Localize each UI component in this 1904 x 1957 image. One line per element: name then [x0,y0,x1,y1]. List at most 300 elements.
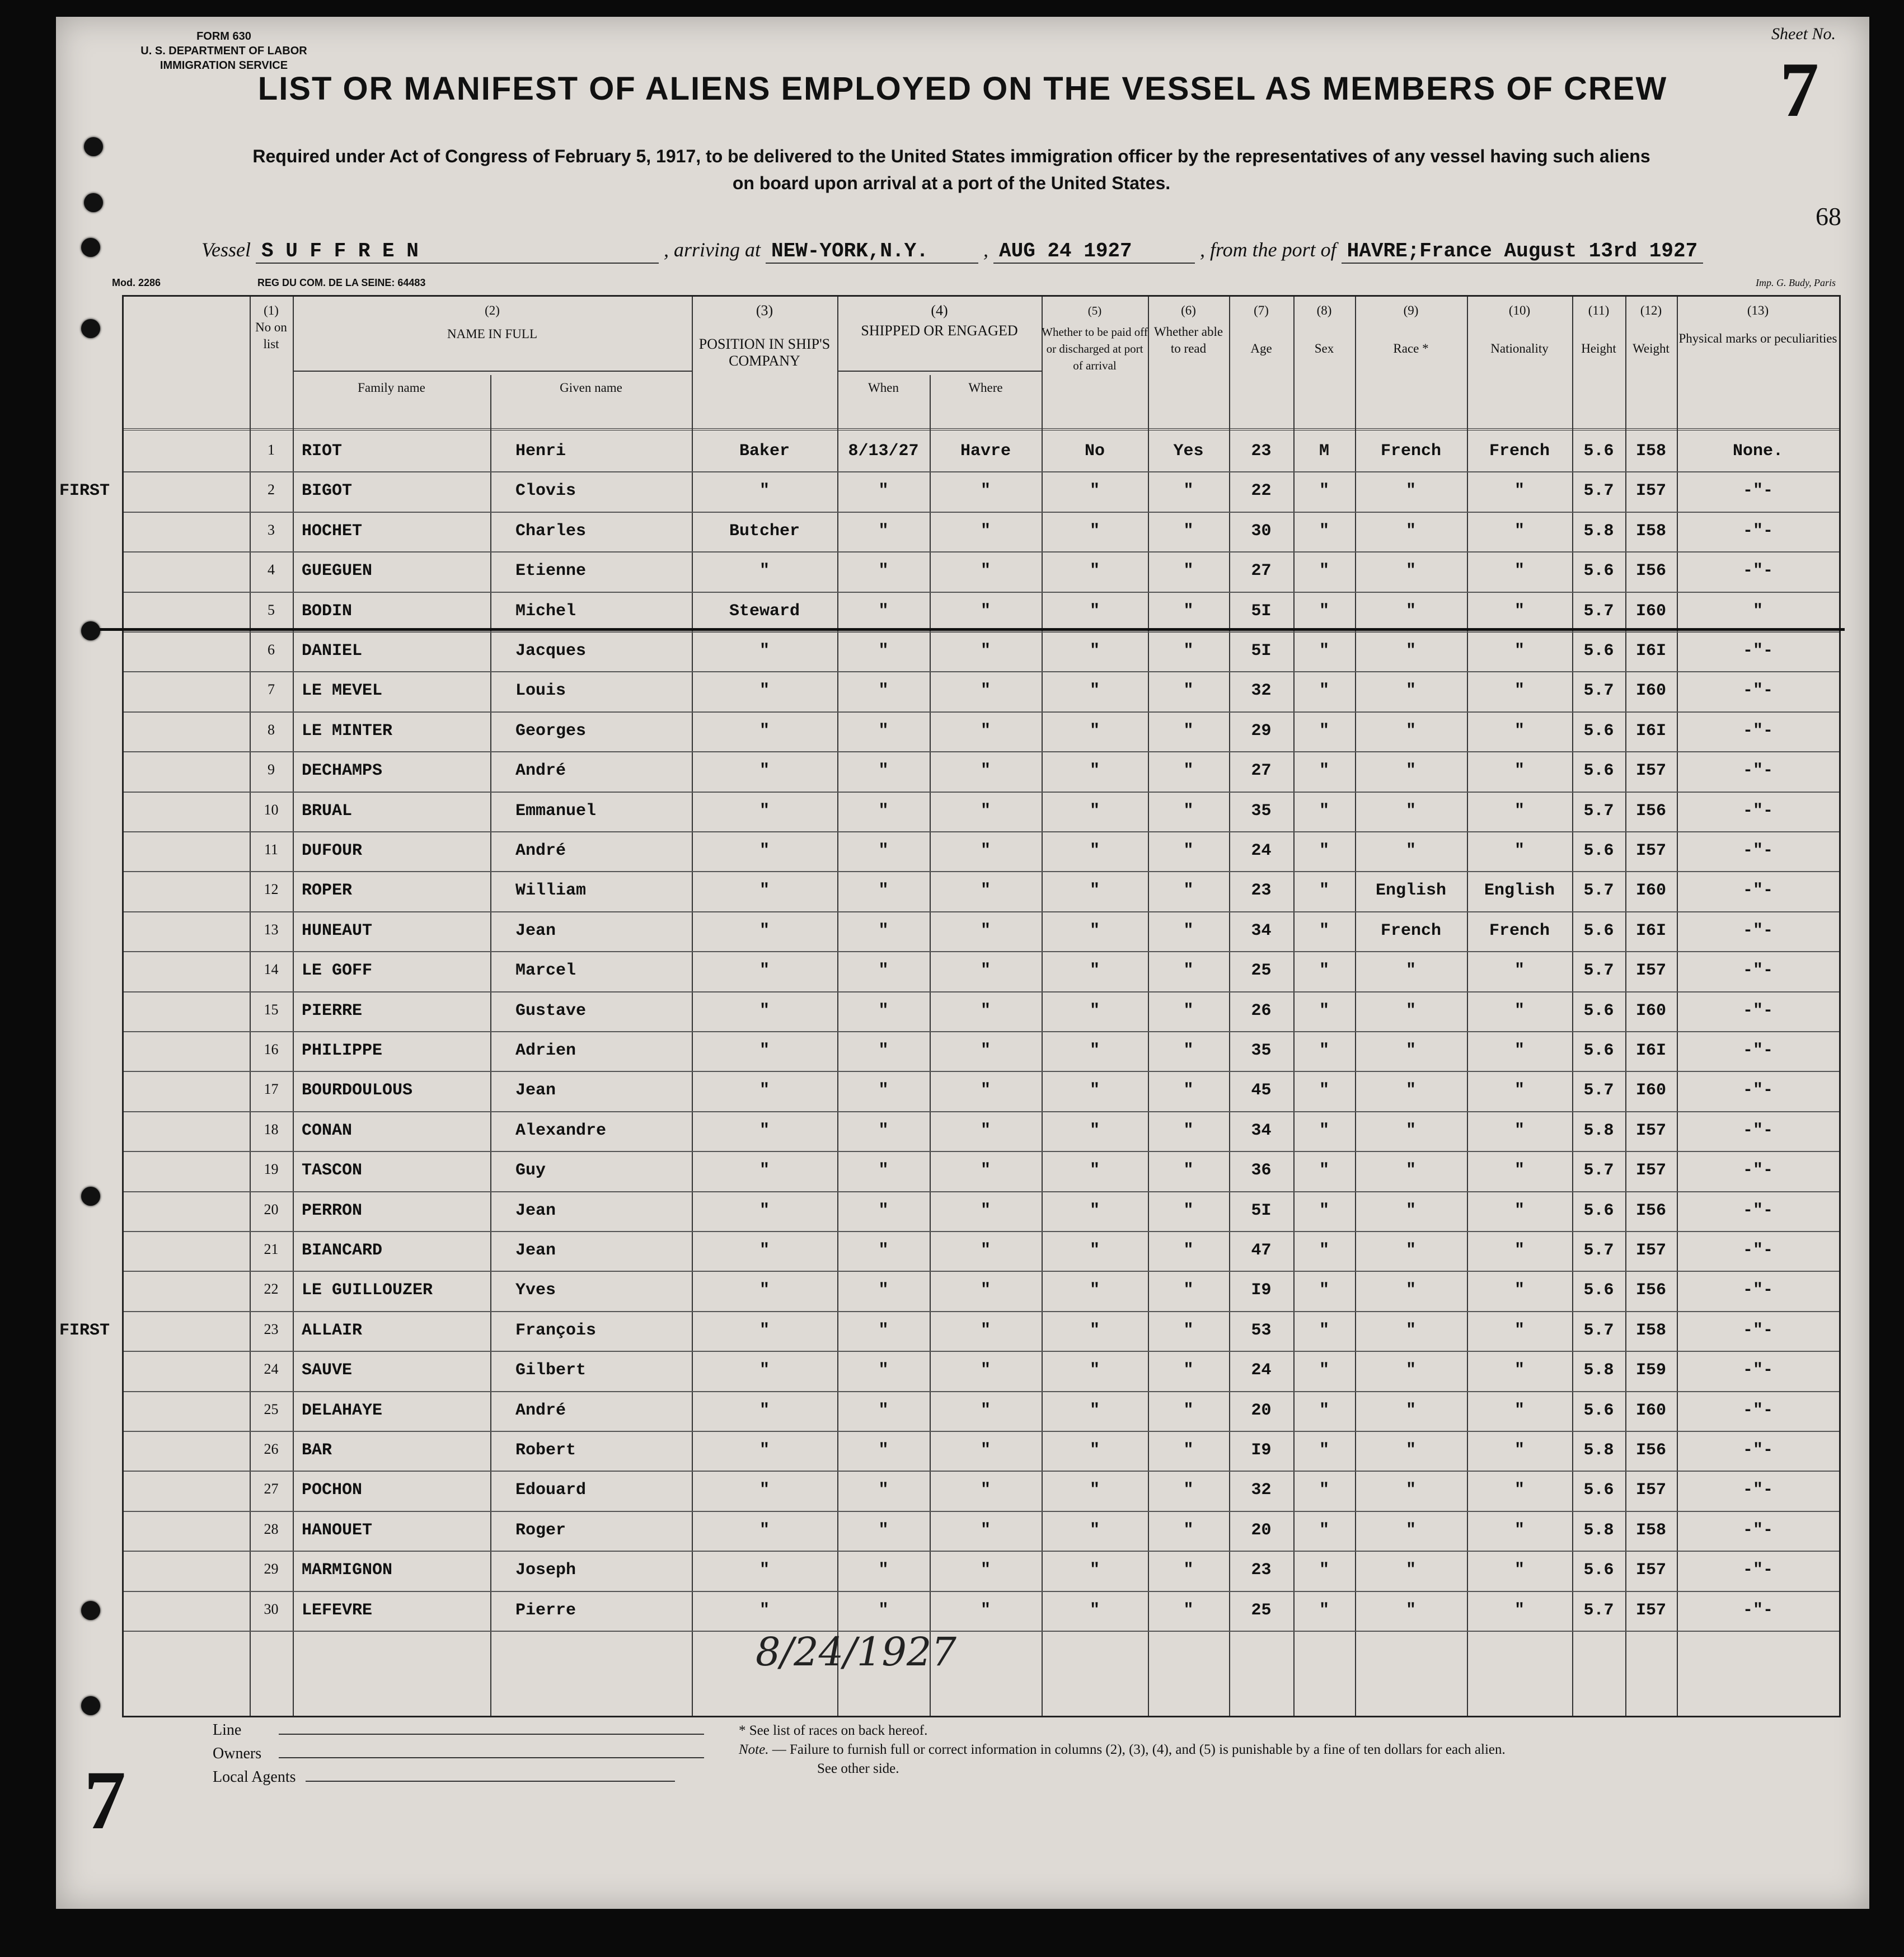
paid-off: " [1089,881,1100,901]
shipped-where: " [980,761,991,781]
able-to-read: " [1183,1121,1194,1140]
paid-off: " [1089,1161,1100,1181]
nationality: " [1514,1361,1525,1380]
row-number: 13 [264,921,279,938]
given-name: Jean [515,1081,556,1101]
weight: I60 [1635,601,1666,621]
age: 27 [1251,761,1272,781]
row-number: 10 [264,801,279,818]
given-name: Etienne [515,561,587,581]
age: 30 [1251,521,1272,541]
nationality: " [1514,1481,1525,1500]
physical-marks: -"- [1742,1401,1773,1420]
able-to-read: " [1183,801,1194,821]
family-name: LE GOFF [302,961,373,981]
nationality: " [1514,681,1525,701]
able-to-read: " [1183,921,1194,940]
see-other-side: See other side. [817,1761,899,1776]
weight: I57 [1635,481,1666,501]
position: " [759,801,770,821]
able-to-read: " [1183,1361,1194,1380]
sex: " [1319,561,1329,581]
given-name: François [515,1321,597,1340]
shipped-where: " [980,1001,991,1020]
page-subtitle [168,143,1735,196]
row-number: 26 [264,1441,279,1457]
weight: I60 [1635,1081,1666,1101]
position: " [759,841,770,860]
page-number: 68 [1816,202,1841,231]
arriving-port: NEW-YORK,N.Y. [766,240,978,264]
nationality: " [1514,601,1525,621]
position: " [759,642,770,661]
family-name: ALLAIR [302,1321,363,1340]
physical-marks: -"- [1742,1041,1773,1060]
nationality: " [1514,801,1525,821]
shipped-where: " [980,1600,991,1620]
family-name: ROPER [302,881,353,901]
given-name: Robert [515,1441,576,1460]
paid-off: " [1089,761,1100,781]
sheet-number: 7 [1780,46,1819,133]
sex: " [1319,1321,1329,1340]
race: " [1405,1241,1416,1260]
age: 25 [1251,1600,1272,1620]
paid-off: " [1089,601,1100,621]
given-name: Emmanuel [515,801,597,821]
family-name: BRUAL [302,801,353,821]
row-number: 16 [264,1041,279,1057]
height: 5.7 [1583,481,1614,501]
row-number: 1 [268,442,275,458]
row-number: 9 [268,761,275,778]
able-to-read: " [1183,841,1194,860]
race: " [1405,561,1416,581]
footer-fields [213,1721,704,1786]
weight: I57 [1635,1241,1666,1260]
weight: I60 [1635,681,1666,701]
height: 5.7 [1583,1161,1614,1181]
given-name: Jean [515,1201,556,1220]
row-number: 30 [264,1600,279,1617]
family-name: LE GUILLOUZER [302,1281,433,1300]
given-name: Charles [515,521,587,541]
shipped-when: " [878,921,889,940]
nationality: " [1514,1321,1525,1340]
race: " [1405,801,1416,821]
nationality: " [1514,1001,1525,1020]
given-name: Louis [515,681,566,701]
age: 29 [1251,721,1272,741]
shipped-where: " [980,1520,991,1540]
family-name: BODIN [302,601,353,621]
sex: " [1319,1041,1329,1060]
races-note: * See list of races on back hereof. [739,1723,928,1738]
row-number: 21 [264,1241,279,1257]
col-shipped-header: (4) SHIPPED OR ENGAGED [861,302,1018,339]
age: 5I [1251,601,1272,621]
shipped-when: " [878,1001,889,1020]
position: Steward [729,601,800,621]
nationality: French [1489,921,1550,940]
paid-off: " [1089,642,1100,661]
race: " [1405,841,1416,860]
age: 27 [1251,561,1272,581]
row-number: 19 [264,1161,279,1178]
paid-off: " [1089,521,1100,541]
race: " [1405,681,1416,701]
row-number: 7 [268,681,275,698]
able-to-read: " [1183,1041,1194,1060]
physical-marks: -"- [1742,841,1773,860]
physical-marks: -"- [1742,1481,1773,1500]
age: I9 [1251,1441,1272,1460]
paid-off: " [1089,1121,1100,1140]
able-to-read: " [1183,521,1194,541]
nationality: " [1514,721,1525,741]
sex: " [1319,721,1329,741]
sex: " [1319,1481,1329,1500]
position: " [759,1161,770,1181]
sheet-number-footer: 7 [84,1754,126,1847]
nationality: " [1514,481,1525,501]
position: " [759,961,770,981]
race: " [1405,1520,1416,1540]
age: 22 [1251,481,1272,501]
shipped-when: " [878,761,889,781]
arrival-date: AUG 24 1927 [993,240,1195,264]
sex: " [1319,1241,1329,1260]
row-number: 18 [264,1121,279,1137]
height: 5.6 [1583,1481,1614,1500]
given-name: Edouard [515,1481,587,1500]
sex: " [1319,801,1329,821]
shipped-where: " [980,1401,991,1420]
given-name: Georges [515,721,587,741]
age: 24 [1251,1361,1272,1380]
physical-marks: -"- [1742,681,1773,701]
sex: " [1319,1081,1329,1101]
age: 26 [1251,1001,1272,1020]
paid-off: " [1089,1520,1100,1540]
physical-marks: None. [1732,442,1783,461]
shipped-when: " [878,1321,889,1340]
col-marks-header: (13) Physical marks or peculiarities [1678,303,1837,345]
nationality: " [1514,521,1525,541]
given-name: Roger [515,1520,566,1540]
sex: " [1319,1001,1329,1020]
weight: I6I [1635,1041,1666,1060]
position: " [759,1600,770,1620]
paid-off: " [1089,721,1100,741]
weight: I57 [1635,1481,1666,1500]
row-number: 23 [264,1321,279,1337]
physical-marks: -"- [1742,961,1773,981]
nationality: " [1514,1401,1525,1420]
col-age-header: (7) Age [1250,303,1272,355]
row-number: 24 [264,1361,279,1378]
col-race-header: (9) Race * [1393,303,1429,355]
given-name: Henri [515,442,566,461]
race: " [1405,1161,1416,1181]
crew-table [59,295,1841,1717]
weight: I6I [1635,721,1666,741]
able-to-read: " [1183,1001,1194,1020]
height: 5.6 [1583,1001,1614,1020]
position: " [759,561,770,581]
physical-marks: -"- [1742,1161,1773,1181]
shipped-when: " [878,1401,889,1420]
height: 5.6 [1583,642,1614,661]
officer-signature: 8/24/1927 [756,1629,956,1675]
position: " [759,1081,770,1101]
shipped-where: " [980,1041,991,1060]
sex: " [1319,1401,1329,1420]
col-where-header: Where [968,381,1003,395]
row-number: 27 [264,1481,279,1497]
race: " [1405,1600,1416,1620]
race: " [1405,521,1416,541]
physical-marks: -"- [1742,642,1773,661]
able-to-read: " [1183,642,1194,661]
shipped-when: " [878,721,889,741]
weight: I56 [1635,1441,1666,1460]
shipped-when: " [878,881,889,901]
race: English [1375,881,1447,901]
height: 5.7 [1583,1600,1614,1620]
shipped-when: " [878,1121,889,1140]
row-number: 22 [264,1281,279,1298]
position: " [759,681,770,701]
paid-off: " [1089,681,1100,701]
age: 20 [1251,1520,1272,1540]
given-name: André [515,761,566,781]
shipped-where: " [980,921,991,940]
race: " [1405,1001,1416,1020]
sex: " [1319,642,1329,661]
row-number: 28 [264,1520,279,1537]
weight: I6I [1635,642,1666,661]
physical-marks: -"- [1742,1561,1773,1580]
shipped-where: " [980,1481,991,1500]
line-label: Line [213,1721,242,1739]
col-sex-header: (8) Sex [1314,303,1334,355]
height: 5.6 [1583,442,1614,461]
family-name: POCHON [302,1481,363,1500]
vessel-name: S U F F R E N [256,240,659,264]
paid-off: " [1089,1001,1100,1020]
shipped-when: " [878,561,889,581]
family-name: LE MEVEL [302,681,383,701]
col-paid-header: (5) Whether to be paid off or discharged at port of arrival [1042,304,1148,372]
col-family-header: Family name [358,381,425,395]
race: " [1405,1081,1416,1101]
family-name: PHILIPPE [302,1041,383,1060]
nationality: " [1514,1561,1525,1580]
height: 5.6 [1583,721,1614,741]
shipped-when: " [878,1600,889,1620]
physical-marks: -"- [1742,761,1773,781]
shipped-where: " [980,1441,991,1460]
row-number: 3 [268,521,275,538]
position: " [759,1361,770,1380]
shipped-where: " [980,561,991,581]
paid-off: " [1089,1600,1100,1620]
nationality: " [1514,961,1525,981]
weight: I58 [1635,1321,1666,1340]
able-to-read: " [1183,1600,1194,1620]
weight: I59 [1635,1361,1666,1380]
height: 5.6 [1583,761,1614,781]
race: " [1405,1121,1416,1140]
weight: I56 [1635,1281,1666,1300]
height: 5.6 [1583,1401,1614,1420]
family-name: LE MINTER [302,721,393,741]
sex: " [1319,1201,1329,1220]
family-name: SAUVE [302,1361,353,1380]
shipped-when: " [878,1041,889,1060]
age: 47 [1251,1241,1272,1260]
race: " [1405,1401,1416,1420]
able-to-read: " [1183,1321,1194,1340]
given-name: André [515,1401,566,1420]
able-to-read: " [1183,1081,1194,1101]
height: 5.7 [1583,601,1614,621]
position: " [759,1041,770,1060]
race: " [1405,1041,1416,1060]
physical-marks: -"- [1742,1201,1773,1220]
manifest-sheet [56,17,1869,1909]
given-name: Marcel [515,961,576,981]
height: 5.6 [1583,1561,1614,1580]
given-name: Joseph [515,1561,576,1580]
nationality: " [1514,1081,1525,1101]
nationality: " [1514,642,1525,661]
family-name: CONAN [302,1121,353,1140]
given-name: Michel [515,601,576,621]
shipped-where: " [980,1561,991,1580]
shipped-when: " [878,1161,889,1181]
shipped-where: " [980,1321,991,1340]
paid-off: " [1089,1081,1100,1101]
age: 36 [1251,1161,1272,1181]
weight: I57 [1635,1600,1666,1620]
race: " [1405,1281,1416,1300]
position: " [759,1520,770,1540]
height: 5.6 [1583,1041,1614,1060]
weight: I57 [1635,961,1666,981]
shipped-where: " [980,881,991,901]
shipped-when: " [878,801,889,821]
shipped-when: " [878,1241,889,1260]
race: " [1405,1441,1416,1460]
shipped-when: " [878,1281,889,1300]
physical-marks: -"- [1742,881,1773,901]
nationality: " [1514,1241,1525,1260]
race: " [1405,601,1416,621]
shipped-when: " [878,642,889,661]
physical-marks: -"- [1742,721,1773,741]
row-number: 6 [268,642,275,658]
sex: " [1319,1161,1329,1181]
race: " [1405,481,1416,501]
shipped-where: " [980,521,991,541]
weight: I57 [1635,841,1666,860]
age: 25 [1251,961,1272,981]
race: " [1405,1561,1416,1580]
from-port: HAVRE;France August 13rd 1927 [1342,240,1704,264]
note-text: — Failure to furnish full or correct information in columns (2), (3), (4), and (5) is punishable by a fine of ten dollars for each alien. [772,1742,1506,1757]
able-to-read: " [1183,1481,1194,1500]
physical-marks: -"- [1742,1241,1773,1260]
shipped-where: " [980,801,991,821]
shipped-when: " [878,1520,889,1540]
able-to-read: " [1183,1561,1194,1580]
able-to-read: " [1183,601,1194,621]
shipped-where: " [980,1241,991,1260]
shipped-where: " [980,1281,991,1300]
weight: I57 [1635,1561,1666,1580]
family-name: MARMIGNON [302,1561,393,1580]
shipped-when: " [878,1481,889,1500]
age: 23 [1251,1561,1272,1580]
given-name: Yves [515,1281,556,1300]
position: " [759,721,770,741]
form-mod: Mod. 2286 [112,277,161,288]
subtitle-line-2: on board upon arrival at a port of the United States. [732,173,1171,193]
col-weight-header: (12) Weight [1633,303,1669,355]
paid-off: " [1089,1401,1100,1420]
paid-off: " [1089,1281,1100,1300]
race: French [1380,442,1442,461]
family-name: DANIEL [302,642,363,661]
weight: I60 [1635,1401,1666,1420]
physical-marks: -"- [1742,1600,1773,1620]
age: 35 [1251,1041,1272,1060]
race: " [1405,1361,1416,1380]
position: " [759,481,770,501]
family-name: PIERRE [302,1001,363,1020]
weight: I56 [1635,561,1666,581]
nationality: " [1514,761,1525,781]
position: " [759,1481,770,1500]
sex: " [1319,1361,1329,1380]
sex: " [1319,761,1329,781]
note-label: Note. [739,1742,769,1757]
shipped-when: " [878,1201,889,1220]
row-number: 8 [268,721,275,738]
family-name: BOURDOULOUS [302,1081,413,1101]
shipped-where: " [980,481,991,501]
row-number: 5 [268,601,275,618]
row-number: 11 [264,841,279,858]
given-name: Jacques [515,642,587,661]
paid-off: " [1089,961,1100,981]
footnote [739,1721,1802,1778]
shipped-where: Havre [960,442,1011,461]
family-name: DUFOUR [302,841,363,860]
family-name: BAR [302,1441,332,1460]
nationality: " [1514,1201,1525,1220]
shipped-when: " [878,521,889,541]
row-number: 15 [264,1001,279,1018]
age: 5I [1251,1201,1272,1220]
shipped-when: " [878,681,889,701]
row-number: 17 [264,1081,279,1098]
nationality: " [1514,1041,1525,1060]
age: 34 [1251,1121,1272,1140]
sex: " [1319,1281,1329,1300]
